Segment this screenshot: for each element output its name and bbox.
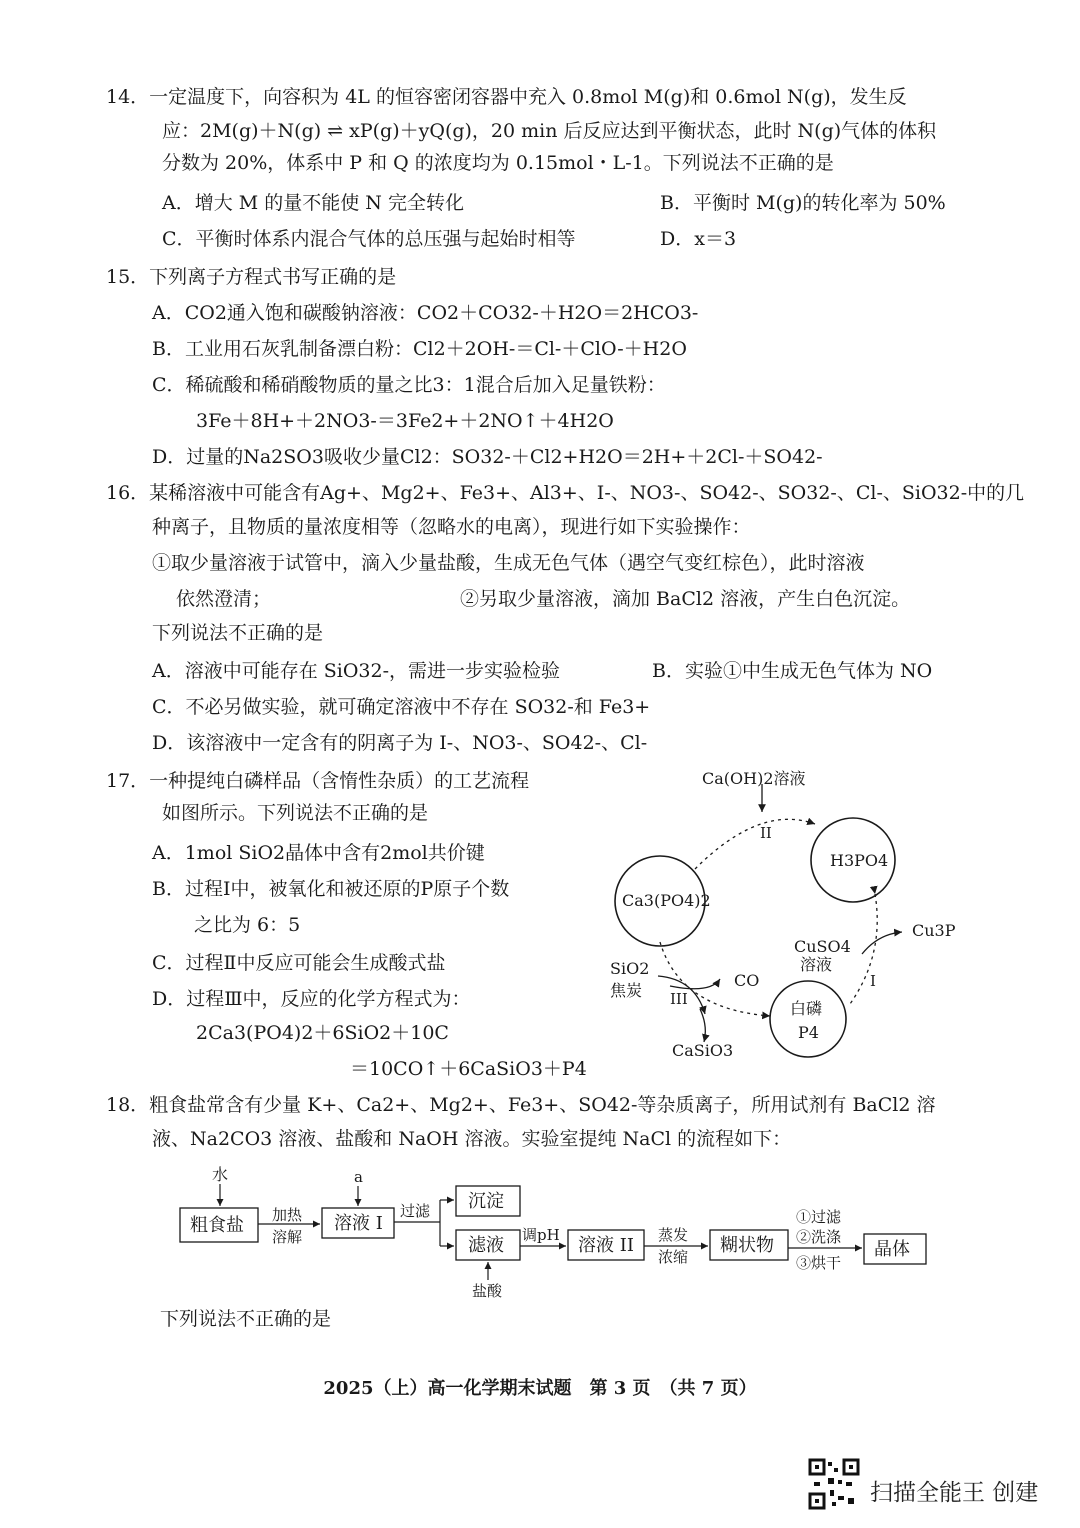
heat-label: 加热 bbox=[272, 1206, 303, 1224]
cuso4-label: CuSO4 bbox=[794, 937, 851, 956]
q17-option-b: B．过程Ⅰ中，被氧化和被还原的P原子个数 bbox=[152, 878, 510, 900]
scanner-watermark: 扫描全能王 创建 bbox=[870, 1480, 1039, 1506]
concentrate-label: 浓缩 bbox=[658, 1248, 689, 1266]
page-footer: 2025（上）高一化学期末试题 第 3 页 （共 7 页） bbox=[323, 1378, 757, 1399]
evaporate-label: 蒸发 bbox=[658, 1226, 689, 1244]
cu3p-label: Cu3P bbox=[912, 921, 956, 940]
crystal-label: 晶体 bbox=[874, 1239, 910, 1260]
nacl-purification-flowchart bbox=[170, 1160, 950, 1310]
q14-option-a: A．增大 M 的量不能使 N 完全转化 bbox=[162, 192, 464, 214]
q14-stem-line2: 应：2M(g)＋N(g) ⇌ xP(g)＋yQ(g)，20 min 后反应达到平衡状态，此时 N(g)气体的体积 bbox=[162, 120, 937, 142]
q15-option-d: D．过量的Na2SO3吸收少量Cl2：SO32-＋Cl2+H2O＝2H+＋2Cl-＋SO42- bbox=[152, 446, 823, 468]
qr-code-icon bbox=[808, 1458, 860, 1510]
q15-option-a: A．CO2通入饱和碳酸钠溶液：CO2＋CO32-＋H2O＝2HCO3- bbox=[152, 302, 699, 324]
arrow-ii bbox=[695, 819, 815, 869]
precipitate-label: 沉淀 bbox=[468, 1191, 504, 1212]
q14-option-b: B．平衡时 M(g)的转化率为 50% bbox=[660, 192, 946, 214]
q18-stem-line1: 18．粗食盐常含有少量 K+、Ca2+、Mg2+、Fe3+、SO42-等杂质离子，所用试剂有 BaCl2 溶 bbox=[106, 1094, 936, 1116]
q16-step2: ②另取少量溶液，滴加 BaCl2 溶液，产生白色沉淀。 bbox=[460, 588, 911, 610]
q16-option-b: B．实验①中生成无色气体为 NO bbox=[652, 660, 933, 682]
q17-option-d: D．过程Ⅲ中，反应的化学方程式为： bbox=[152, 988, 471, 1010]
process-i-label: I bbox=[870, 972, 876, 990]
step-dry-label: ③烘干 bbox=[796, 1254, 842, 1272]
h3po4-label: H3PO4 bbox=[830, 851, 889, 870]
q16-stem-line2: 种离子，且物质的量浓度相等（忽略水的电离），现进行如下实验操作： bbox=[152, 516, 751, 538]
q16-step1-cont: 依然澄清； bbox=[176, 588, 272, 610]
process-ii-label: II bbox=[760, 824, 772, 842]
coke-label: 焦炭 bbox=[610, 981, 643, 1000]
q15-option-c-equation: 3Fe＋8H+＋2NO3-＝3Fe2+＋2NO↑＋4H2O bbox=[196, 410, 614, 432]
q14-option-c: C．平衡时体系内混合气体的总压强与起始时相等 bbox=[162, 228, 576, 250]
q14-option-d: D．x＝3 bbox=[660, 228, 737, 250]
hydrochloric-acid-label: 盐酸 bbox=[472, 1282, 503, 1300]
q16-option-c: C．不必另做实验，就可确定溶液中不存在 SO32-和 Fe3+ bbox=[152, 696, 651, 718]
q17-option-b-cont: 之比为 6：5 bbox=[194, 914, 301, 936]
adjust-ph-label: 调pH bbox=[522, 1226, 560, 1244]
q16-stem-line1: 16．某稀溶液中可能含有Ag+、Mg2+、Fe3+、Al3+、I-、NO3-、SO42-、SO32-、Cl-、SiO32-中的几 bbox=[106, 482, 1025, 504]
paste-label: 糊状物 bbox=[720, 1235, 774, 1256]
step-filter-label: ①过滤 bbox=[796, 1208, 842, 1226]
white-phosphorus-circle bbox=[770, 981, 846, 1057]
step-wash-label: ②洗涤 bbox=[796, 1228, 842, 1246]
q17-option-d-equation-2: ＝10CO↑＋6CaSiO3＋P4 bbox=[350, 1058, 587, 1080]
ca3po42-label: Ca3(PO4)2 bbox=[622, 891, 711, 910]
q17-stem-line2: 如图所示。下列说法不正确的是 bbox=[162, 802, 429, 824]
co-label: CO bbox=[734, 971, 760, 990]
casio3-label: CaSiO3 bbox=[672, 1041, 734, 1060]
caoh2-label: Ca(OH)2溶液 bbox=[702, 769, 806, 788]
dissolve-label: 溶解 bbox=[272, 1228, 303, 1246]
q17-option-d-equation-1: 2Ca3(PO4)2＋6SiO2＋10C bbox=[196, 1022, 449, 1044]
sio2-label: SiO2 bbox=[610, 959, 650, 978]
white-phosphorus-label: 白磷 bbox=[790, 999, 823, 1018]
water-label: 水 bbox=[212, 1165, 229, 1184]
q17-stem-line1: 17．一种提纯白磷样品（含惰性杂质）的工艺流程 bbox=[106, 770, 530, 792]
q14-stem-line3: 分数为 20%，体系中 P 和 Q 的浓度均为 0.15mol・L-1。下列说法不正确的是 bbox=[162, 152, 834, 174]
q14-stem-line1: 14．一定温度下，向容积为 4L 的恒容密闭容器中充入 0.8mol M(g)和 0.6mol N(g)，发生反 bbox=[106, 86, 907, 108]
solution-ii-label: 溶液 II bbox=[578, 1235, 634, 1256]
reagent-a-label: a bbox=[354, 1168, 363, 1186]
q16-question: 下列说法不正确的是 bbox=[152, 622, 324, 644]
q17-option-c: C．过程Ⅱ中反应可能会生成酸式盐 bbox=[152, 952, 446, 974]
filtrate-label: 滤液 bbox=[468, 1235, 504, 1256]
filter-label: 过滤 bbox=[400, 1202, 431, 1220]
q15-option-c: C．稀硫酸和稀硝酸物质的量之比3：1混合后加入足量铁粉： bbox=[152, 374, 666, 396]
p4-label: P4 bbox=[798, 1023, 819, 1042]
q18-stem-line2: 液、Na2CO3 溶液、盐酸和 NaOH 溶液。实验室提纯 NaCl 的流程如下： bbox=[152, 1128, 792, 1150]
q16-option-d: D．该溶液中一定含有的阴离子为 I-、NO3-、SO42-、Cl- bbox=[152, 732, 648, 754]
cuso4-solution-label: 溶液 bbox=[800, 955, 833, 974]
phosphorus-cycle-diagram bbox=[600, 764, 980, 1074]
q16-option-a: A．溶液中可能存在 SiO32-，需进一步实验检验 bbox=[152, 660, 561, 682]
q15-option-b: B．工业用石灰乳制备漂白粉：Cl2＋2OH-＝Cl-＋ClO-＋H2O bbox=[152, 338, 687, 360]
q15-stem: 15．下列离子方程式书写正确的是 bbox=[106, 266, 397, 288]
cu3p-arrow bbox=[862, 932, 902, 954]
crude-salt-label: 粗食盐 bbox=[190, 1215, 244, 1236]
q16-step1: ①取少量溶液于试管中，滴入少量盐酸，生成无色气体（遇空气变红棕色），此时溶液 bbox=[152, 552, 865, 574]
solution-i-label: 溶液 I bbox=[334, 1213, 383, 1234]
q17-option-a: A．1mol SiO2晶体中含有2mol共价键 bbox=[152, 842, 485, 864]
process-iii-label: III bbox=[670, 990, 688, 1008]
q18-question: 下列说法不正确的是 bbox=[160, 1308, 332, 1330]
